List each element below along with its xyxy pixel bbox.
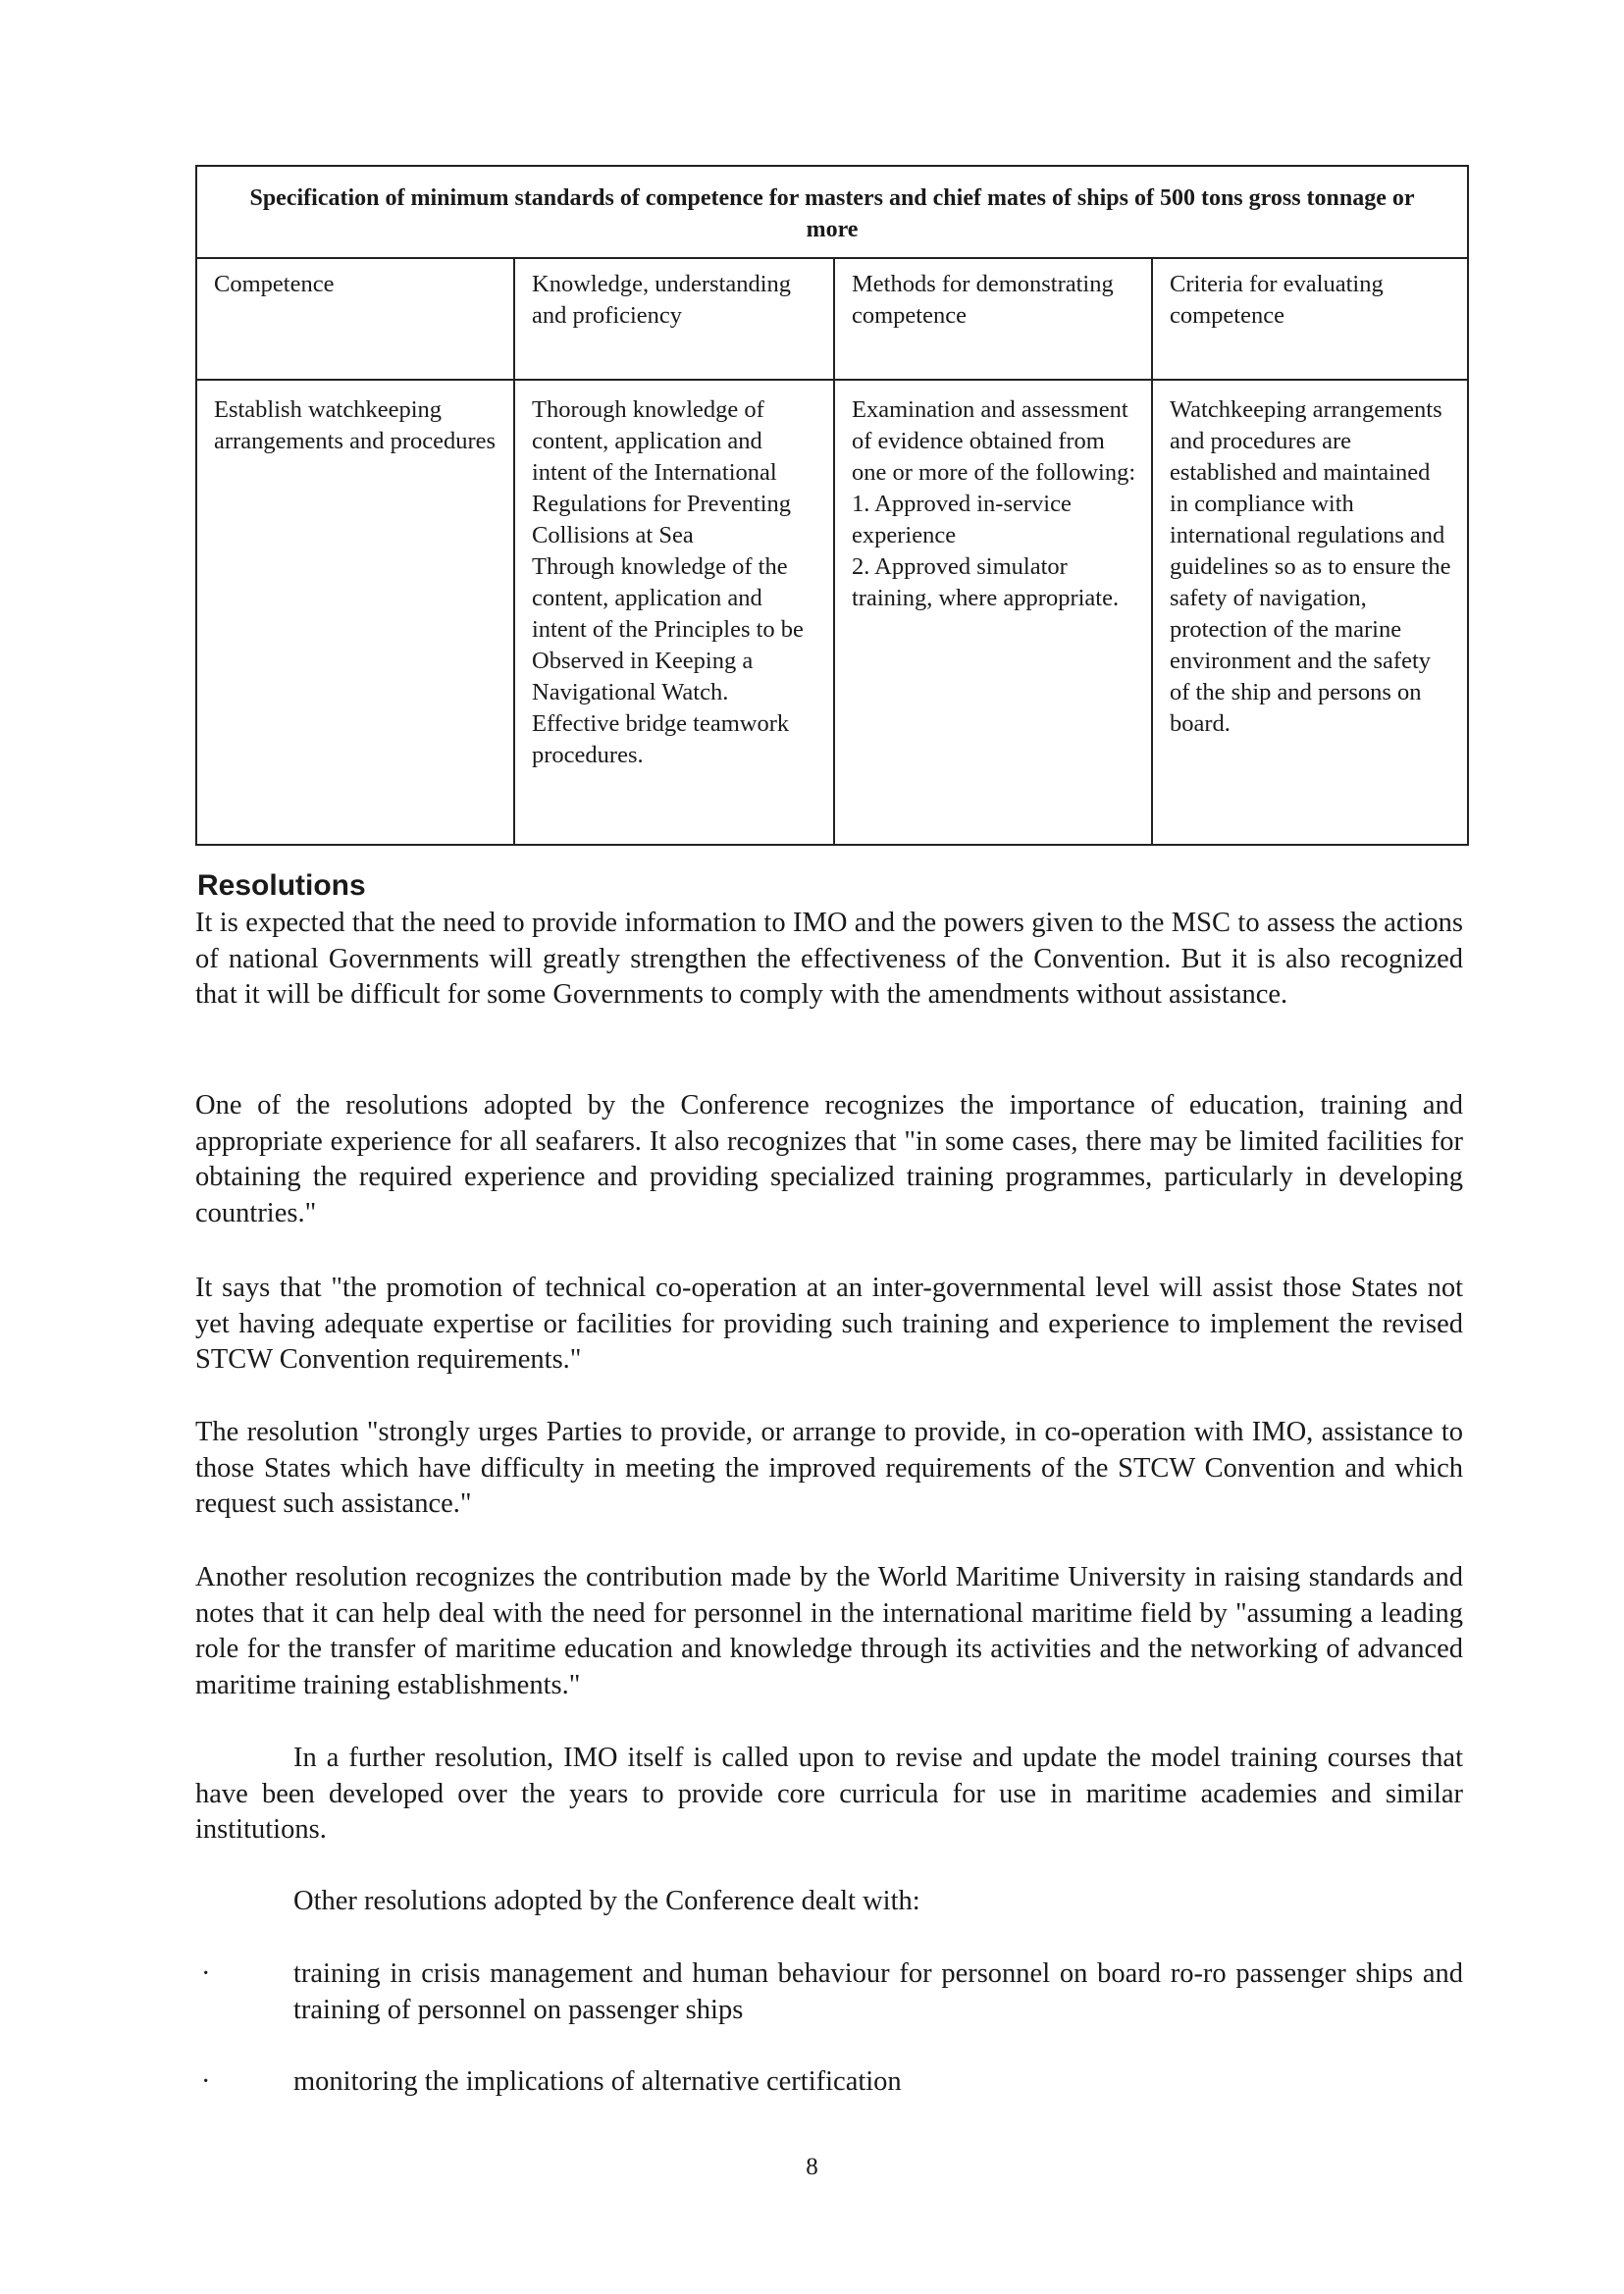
bullet-marker: · (201, 2066, 211, 2097)
paragraph-3: It says that "the promotion of technical co-operation at an inter-governmental level will assist those States not yet having adequate expertise or facilities for providing such training and experience to implement the revised STCW Convention requirements." (195, 1273, 1463, 1375)
column-header-competence: Competence (196, 258, 514, 380)
methods-text-item-2: 2. Approved simulator training, where appropriate. (852, 553, 1120, 611)
paragraph-6: In a further resolution, IMO itself is called upon to revise and update the model training courses that have been developed over the years to provide core curricula for use in maritime academies and similar institutions. (195, 1743, 1463, 1845)
knowledge-text-colregs: Thorough knowledge of content, application and intent of the International Regulations for Preventing Collisions at Sea (532, 396, 792, 548)
page-number: 8 (806, 2154, 818, 2180)
cell-competence (196, 380, 514, 845)
cell-methods (834, 380, 1152, 845)
list-item-text: monitoring the implications of alternative certification (293, 2066, 902, 2097)
list-item-text: training in crisis management and human behaviour for personnel on board ro-ro passenger ships and training of personnel on passenger ships (293, 1958, 1463, 2025)
criteria-text: Watchkeeping arrangements and procedures are established and maintained in compliance with international regulations and guidelines so as to ensure the safety of navigation, protection of the marine environment and the safety of the ship and persons on board. (1170, 396, 1451, 737)
cell-criteria (1152, 380, 1468, 845)
paragraph-2: One of the resolutions adopted by the Conference recognizes the importance of education, training and appropriate experience for all seafarers. It also recognizes that "in some cases, there may be limited facilities for obtaining the required experience and providing specialized training programmes, particularly in developing countries." (195, 1090, 1463, 1228)
bullet-marker: · (201, 1958, 211, 1989)
column-header-criteria: Criteria for evaluating competence (1152, 258, 1468, 380)
paragraph-7: Other resolutions adopted by the Conference dealt with: (293, 1886, 920, 1916)
cell-knowledge (514, 380, 834, 845)
section-heading: Resolutions (197, 869, 366, 902)
paragraph-5: Another resolution recognizes the contribution made by the World Maritime University in raising standards and notes that it can help deal with the need for personnel in the international maritime field by "assuming a leading role for the transfer of maritime education and knowledge through its activities and the networking of advanced maritime training establishments." (195, 1562, 1463, 1700)
knowledge-text-watch-principles: Through knowledge of the content, application and intent of the Principles to be Observed in Keeping a Navigational Watch. Effective bridge teamwork procedures. (532, 553, 804, 768)
table-caption: Specification of minimum standards of competence for masters and chief mates of ships of 500 tons gross tonnage or more (196, 166, 1468, 258)
column-header-knowledge: Knowledge, understanding and proficiency (514, 258, 834, 380)
methods-text-intro: Examination and assessment of evidence obtained from one or more of the following: (852, 396, 1136, 486)
column-header-methods: Methods for demonstrating competence (834, 258, 1152, 380)
paragraph-4: The resolution "strongly urges Parties to provide, or arrange to provide, in co-operation with IMO, assistance to those States which have difficulty in meeting the improved requirements of the STCW Convention and which request such assistance." (195, 1417, 1463, 1519)
paragraph-1: It is expected that the need to provide information to IMO and the powers given to the MSC to assess the actions of national Governments will greatly strengthen the effectiveness of the Convention. But it is also recognized that it will be difficult for some Governments to comply with the amendments without assistance. (195, 908, 1463, 1010)
competence-table (195, 165, 1469, 846)
methods-text-item-1: 1. Approved in-service experience (852, 491, 1072, 548)
competence-text: Establish watchkeeping arrangements and procedures (214, 396, 497, 454)
